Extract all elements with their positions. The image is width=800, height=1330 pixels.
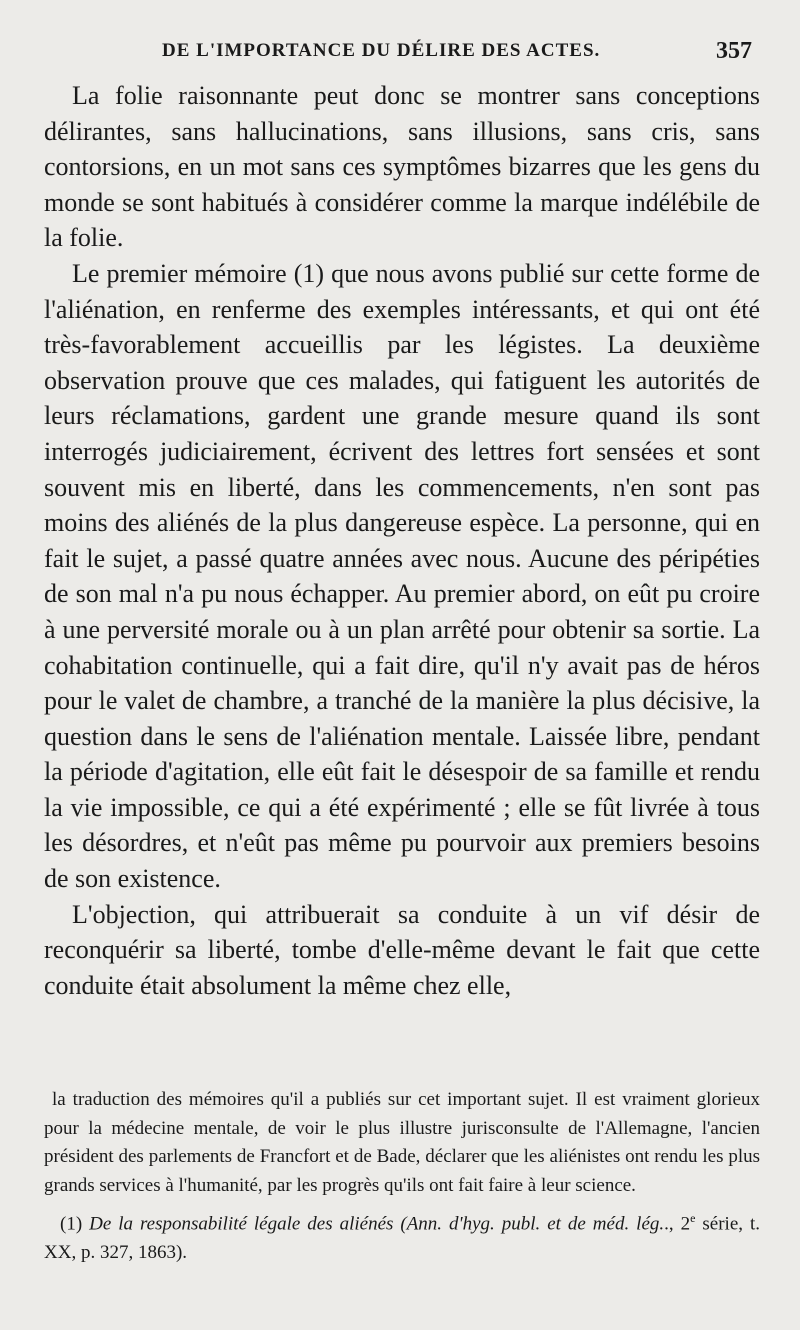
paragraph: Le premier mémoire (1) que nous avons publié sur cette forme de l'aliénation, en renferme des exemples intéressants, et qui ont été très-favorablement accueillis par les légistes. La deuxième observation prouve que ces malades, qui fatiguent les autorités de leurs réclamations, gardent une grande mesure quand ils sont interrogés judiciairement, écrivent des lettres fort sensées et sont souvent mis en liberté, dans les commencements, n'en sont pas moins des aliénés de la plus dangereuse espèce. La personne, qui en fait le sujet, a passé quatre années avec nous. Aucune des péripéties de son mal n'a pu nous échapper. Au premier abord, on eût pu croire à une perversité morale ou à un plan arrêté pour obtenir sa sortie. La cohabitation continuelle, qui a fait dire, qu'il n'y avait pas de héros pour le valet de chambre, a tranché de la manière la plus décisive, la question dans le sens de l'aliénation mentale. Laissée libre, pendant la période d'agitation, elle eût fait le désespoir de sa famille et rendu la vie impossible, ce qui a été expérimenté ; elle se fût livrée à tous les désordres, et n'eût pas même pu pourvoir aux premiers besoins de son existence. [44, 258, 760, 894]
main-text [44, 78, 760, 1003]
footnotes [44, 1086, 760, 1267]
footnote-source: (Ann. d'hyg. publ. et de méd. lég. [400, 1213, 665, 1235]
footnote-1 [44, 1204, 760, 1267]
footnote-continued: la traduction des mémoires qu'il a publiés sur cet important sujet. Il est vraiment glorieux pour la médecine mentale, de voir le plus illustre jurisconsulte de l'Allemagne, l'ancien président des parlements de Francfort et de Bade, déclarer que les aliénistes ont rendu les plus grands services à l'humanité, par les progrès qu'ils ont fait faire à leur science. [44, 1089, 760, 1196]
footnote-marker: (1) [60, 1213, 83, 1235]
footnote-title: De la responsabilité légale des aliénés [89, 1213, 394, 1235]
page-header [0, 38, 800, 70]
footnote-sup: e [690, 1211, 696, 1225]
paragraph: L'objection, qui attribuerait sa conduite à un vif désir de reconquérir sa liberté, tombe d'elle-même devant le fait que cette conduite était absolument la même chez elle, [44, 899, 760, 1000]
running-head: DE L'IMPORTANCE DU DÉLIRE DES ACTES. [162, 40, 601, 61]
page-number: 357 [716, 38, 752, 64]
paragraph: La folie raisonnante peut donc se montrer sans conceptions délirantes, sans hallucinations, sans illusions, sans cris, sans contorsions, en un mot sans ces symptômes bizarres que les gens du monde se sont habitués à considérer comme la marque indélébile de la folie. [44, 81, 760, 253]
footnote-rest-b: série, t. XX, p. 327, 1863). [44, 1213, 760, 1263]
footnote-rest-a: ., 2 [664, 1213, 691, 1235]
